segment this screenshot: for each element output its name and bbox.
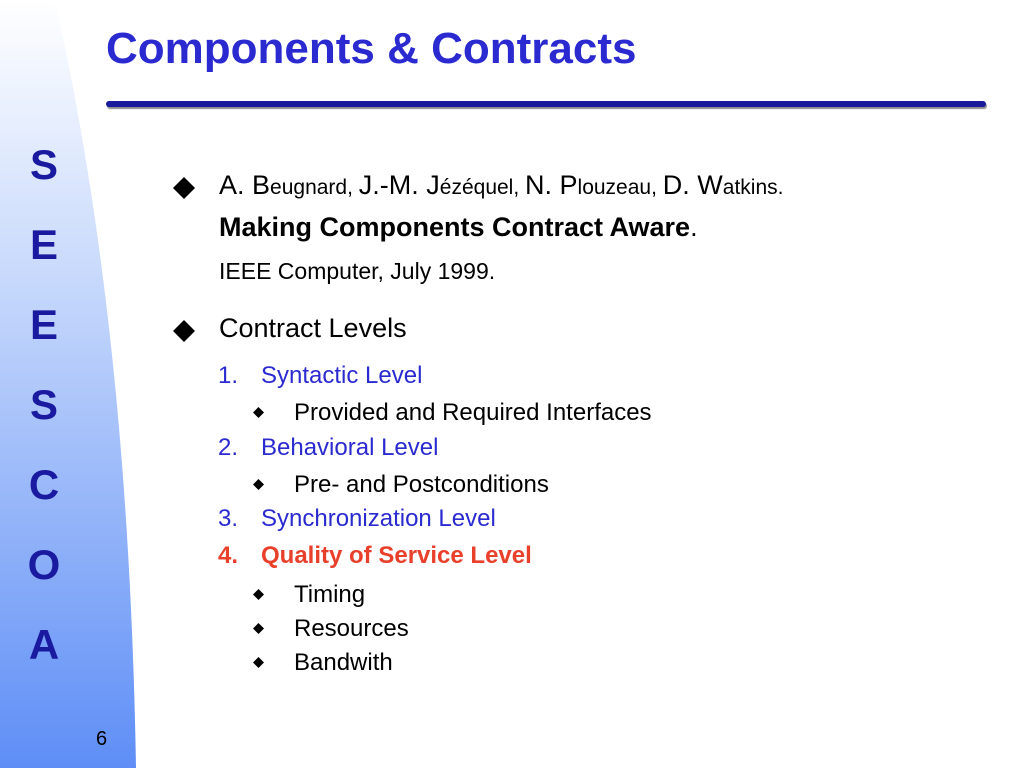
paper-title-period: . <box>690 212 698 242</box>
reference-venue: IEEE Computer, July 1999. <box>219 258 496 284</box>
level-detail: Pre- and Postconditions <box>294 471 549 498</box>
sidebar-letter: S <box>29 381 58 428</box>
paper-title-text: Making Components Contract Aware <box>219 212 691 242</box>
contract-levels-heading: Contract Levels <box>219 313 407 343</box>
author-surname: ézéquel, <box>439 176 526 199</box>
sidebar-letter: E <box>29 301 58 348</box>
author-initial: D. W <box>662 170 723 200</box>
sidebar-acronym <box>14 140 74 700</box>
level-number: 3. <box>218 505 239 532</box>
level-detail: Resources <box>294 615 409 642</box>
title-rule <box>106 101 986 107</box>
level-label: Synchronization Level <box>261 505 496 532</box>
sidebar-letter: C <box>28 461 60 508</box>
reference-paper-title <box>219 212 698 243</box>
sidebar-letter: O <box>27 541 61 588</box>
author-surname: atkins. <box>722 176 784 199</box>
author-initial: J.-M. J <box>358 170 440 200</box>
level-label: Syntactic Level <box>261 362 423 389</box>
level-detail: Timing <box>294 581 366 608</box>
small-diamond-icon <box>252 406 265 419</box>
level-number: 1. <box>218 362 239 389</box>
level-label: Behavioral Level <box>261 434 439 461</box>
author-initial: N. P <box>525 170 578 200</box>
level-label-highlighted: Quality of Service Level <box>261 542 532 569</box>
author-surname: louzeau, <box>577 176 663 199</box>
level-number: 2. <box>218 434 239 461</box>
sidebar-letter: A <box>28 621 60 668</box>
level-detail: Provided and Required Interfaces <box>294 399 652 426</box>
diamond-bullet-icon <box>172 319 196 343</box>
small-diamond-icon <box>252 478 265 491</box>
diamond-bullet-icon <box>172 176 196 200</box>
sidebar-letter: E <box>29 221 58 268</box>
small-diamond-icon <box>252 622 265 635</box>
level-detail: Bandwith <box>294 649 393 676</box>
page-number: 6 <box>96 728 108 750</box>
author-surname: eugnard, <box>270 176 359 199</box>
slide-title: Components & Contracts <box>106 24 637 73</box>
small-diamond-icon <box>252 588 265 601</box>
level-number-highlighted: 4. <box>218 542 239 569</box>
reference-authors <box>219 170 783 201</box>
author-initial: A. B <box>219 170 271 200</box>
sidebar-letter: S <box>29 141 58 188</box>
small-diamond-icon <box>252 656 265 669</box>
